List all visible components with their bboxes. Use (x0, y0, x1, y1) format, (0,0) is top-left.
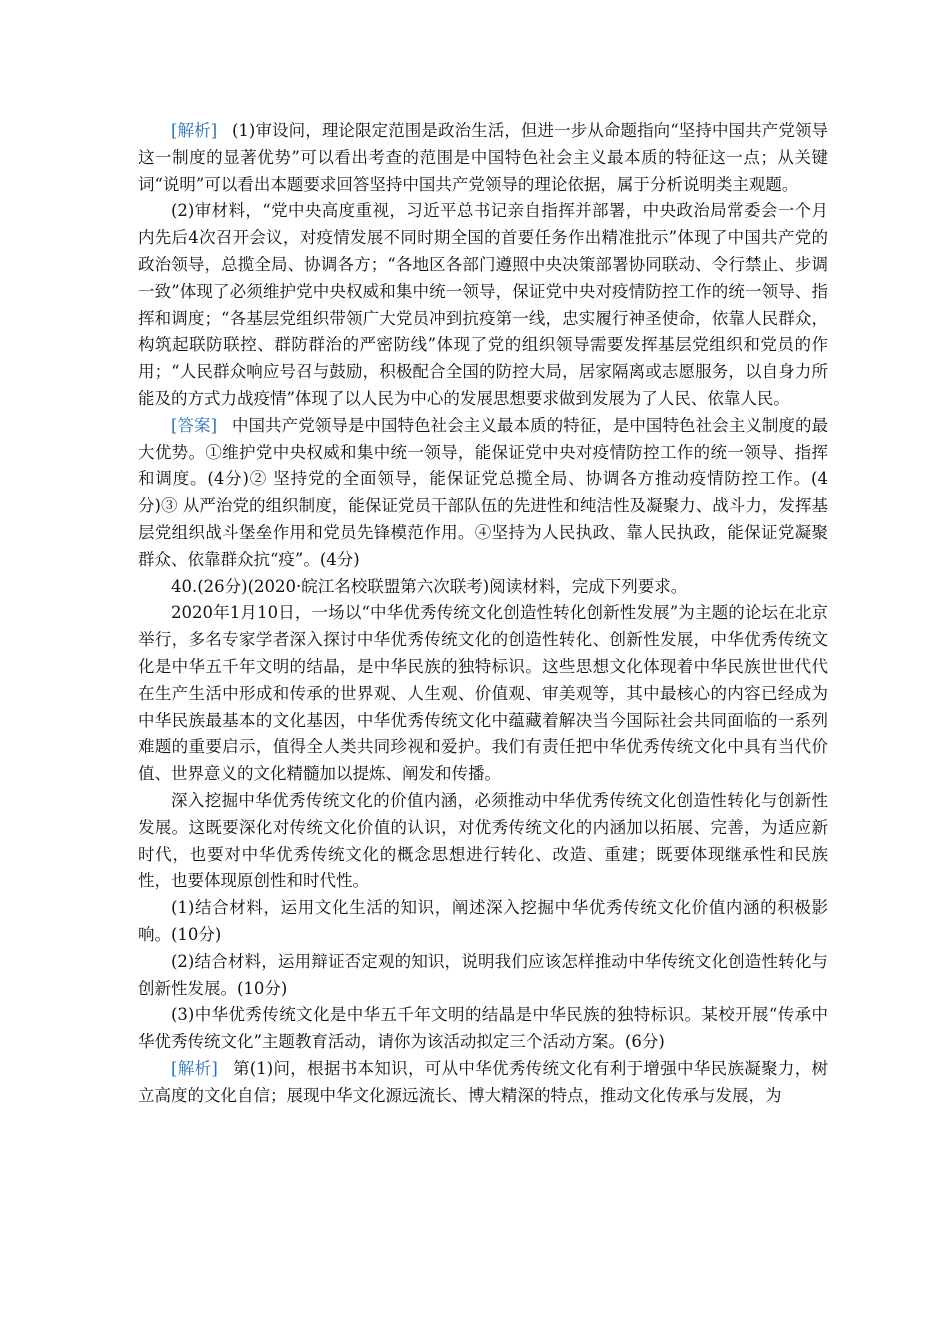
answer-paragraph (138, 413, 828, 574)
analysis-text-40: 第(1)问，根据书本知识，可从中华优秀传统文化有利于增强中华民族凝聚力，树立高度的文化自信；展现中华文化源远流长、博大精深的特点，推动文化传承与发展，为 (138, 1058, 829, 1105)
answer-label: [答案] (171, 415, 218, 435)
analysis-paragraph-40 (138, 1056, 828, 1110)
analysis-text-1: (1)审设问，理论限定范围是政治生活，但进一步从命题指向“坚持中国共产党领导这一制度的显著优势”可以看出考查的范围是中国特色社会主义最本质的特征这一点；从关键词“说明”可以看出本题要求回答坚持中国共产党领导的理论依据，属于分析说明类主观题。 (138, 121, 829, 194)
analysis-paragraph-2: (2)审材料，“党中央高度重视，习近平总书记亲自指挥并部署，中央政治局常委会一个月内先后4次召开会议，对疫情发展不同时期全国的首要任务作出精准批示”体现了中国共产党的政治领导，总揽全局、协调各方；“各地区各部门遵照中央决策部署协同联动、令行禁止、步调一致”体现了必须维护党中央权威和集中统一领导，保证党中央对疫情防控工作的统一领导、指挥和调度；“各基层党组织带领广大党员冲到抗疫第一线，忠实履行神圣使命，依靠人民群众，构筑起联防联控、群防群治的严密防线”体现了党的组织领导需要发挥基层党组织和党员的作用；“人民群众响应号召与鼓励，积极配合全国的防控大局，居家隔离或志愿服务，以自身力所能及的方式力战疫情”体现了以人民为中心的发展思想要求做到发展为了人民、依靠人民。 (138, 201, 828, 408)
question-40-header: 40.(26分)(2020·皖江名校联盟第六次联考)阅读材料，完成下列要求。 (171, 576, 688, 596)
material-paragraph-1: 2020年1月10日，一场以“中华优秀传统文化创造性转化创新性发展”为主题的论坛在北京举行，多名专家学者深入探讨中华优秀传统文化的创造性转化、创新性发展，中华优秀传统文化是中华五千年文明的结晶，是中华民族的独特标识。这些思想文化体现着中华民族世世代代在生产生活中形成和传承的世界观、人生观、价值观、审美观等，其中最核心的内容已经成为中华民族最基本的文化基因，中华优秀传统文化中蕴藏着解决当今国际社会共同面临的一系列难题的重要启示，值得全人类共同珍视和爱护。我们有责任把中华优秀传统文化中具有当代价值、世界意义的文化精髓加以提炼、阐发和传播。 (138, 603, 828, 784)
answer-text: 中国共产党领导是中国特色社会主义最本质的特征，是中国特色社会主义制度的最大优势。①维护党中央权威和集中统一领导，能保证党中央对疫情防控工作的统一领导、指挥和调度。(4分)② 坚持党的全面领导，能保证党总揽全局、协调各方推动疫情防控工作。(4分)③ 从严治党的组织制度，能保证党员干部队伍的先进性和纯洁性及凝聚力、战斗力，发挥基层党组织战斗堡垒作用和党员先锋模范作用。④坚持为人民执政、靠人民执政，能保证党凝聚群众、依靠群众抗“疫”。(4分) (138, 415, 829, 569)
question-40-part-3: (3)中华优秀传统文化是中华五千年文明的结晶是中华民族的独特标识。某校开展“传承中华优秀传统文化”主题教育活动，请你为该活动拟定三个活动方案。(6分) (138, 1005, 828, 1052)
material-paragraph-2: 深入挖掘中华优秀传统文化的价值内涵，必须推动中华优秀传统文化创造性转化与创新性发展。这既要深化对传统文化价值的认识，对优秀传统文化的内涵加以拓展、完善，为适应新时代，也要对中华优秀传统文化的概念思想进行转化、改造、重建；既要体现继承性和民族性，也要体现原创性和时代性。 (138, 790, 828, 891)
question-40-part-1: (1)结合材料，运用文化生活的知识，阐述深入挖掘中华优秀传统文化价值内涵的积极影响。(10分) (138, 898, 828, 944)
analysis-label-40: [解析] (171, 1058, 218, 1078)
question-40-part-2: (2)结合材料，运用辩证否定观的知识，说明我们应该怎样推动中华传统文化创造性转化与创新性发展。(10分) (138, 951, 828, 998)
document-page (138, 118, 828, 1109)
analysis-label: [解析] (171, 121, 218, 140)
analysis-paragraph-1 (138, 118, 828, 198)
